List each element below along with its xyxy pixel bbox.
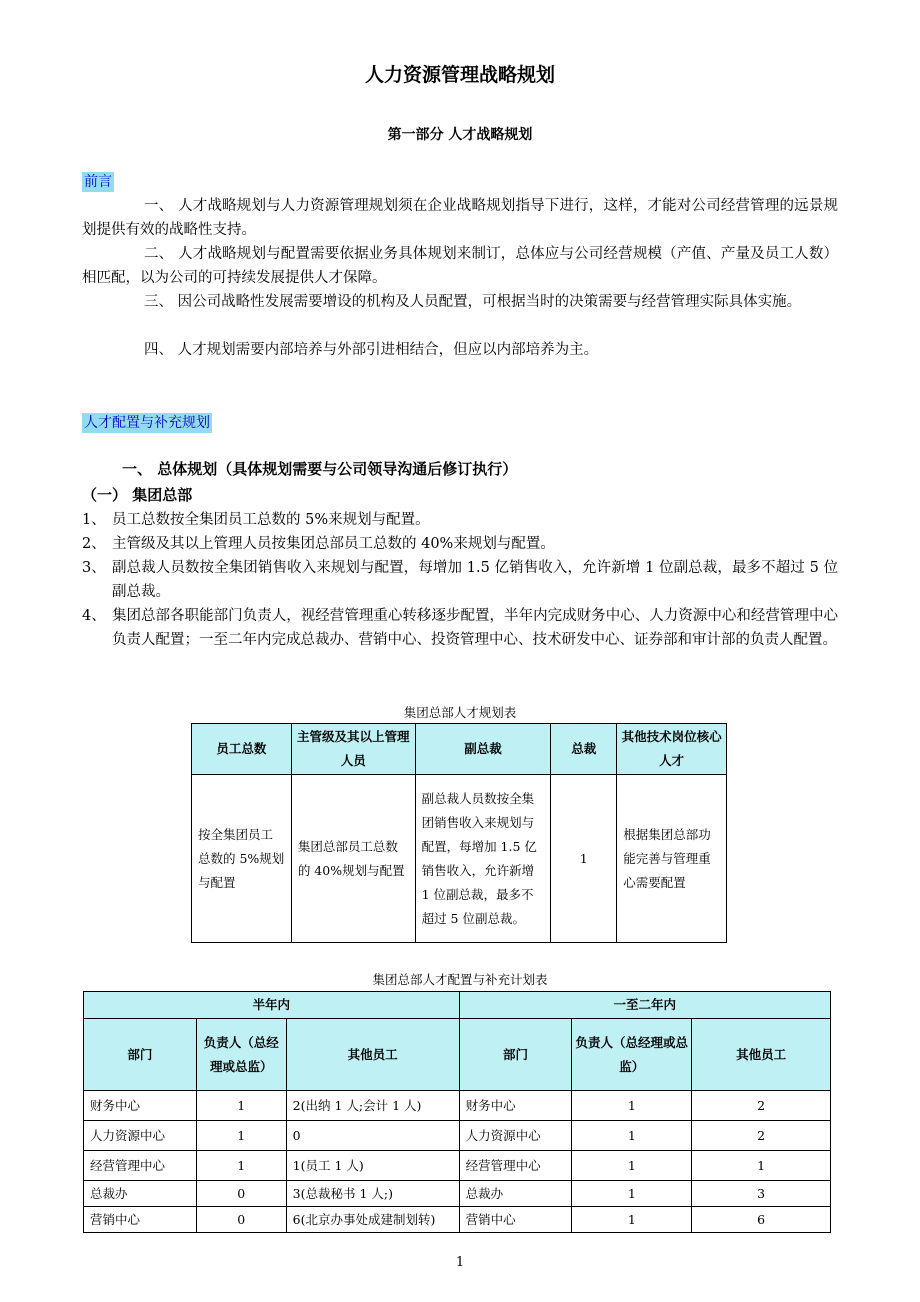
group-header-one-two-years: 一至二年内 (459, 992, 830, 1019)
table-cell: 0 (196, 1181, 286, 1207)
list-item: 4、 集团总部各职能部门负责人，视经营管理重心转移逐步配置，半年内完成财务中心、人力资源中心和经营管理中心负责人配置；一至二年内完成总裁办、营销中心、投资管理中心、技术研发中心、证券部和审计部的负责人配置。 (82, 608, 838, 648)
table-cell: 经营管理中心 (459, 1151, 572, 1181)
table-cell: 经营管理中心 (84, 1151, 197, 1181)
table-header: 副总裁 (415, 724, 551, 775)
overall-plan-heading: 一、 总体规划（具体规划需要与公司领导沟通后修订执行） (122, 460, 518, 478)
table-header: 其他员工 (286, 1019, 459, 1091)
table-cell: 3(总裁秘书 1 人;) (286, 1181, 459, 1207)
table-cell: 1(员工 1 人) (286, 1151, 459, 1181)
preface-paragraph-2: 二、 人才战略规划与配置需要依据业务具体规划来制订，总体应与公司经营规模（产值、产量及员工人数）相匹配，以为公司的可持续发展提供人才保障。 (82, 246, 838, 286)
list-item: 3、 副总裁人员数按全集团销售收入来规划与配置，每增加 1.5 亿销售收入，允许新增 1 位副总裁，最多不超过 5 位副总裁。 (82, 560, 838, 600)
table-cell: 集团总部员工总数的 40%规划与配置 (291, 775, 415, 943)
table-cell: 6(北京办事处成建制划转) (286, 1207, 459, 1233)
table-row (84, 1091, 831, 1121)
list-item: 1、 员工总数按全集团员工总数的 5%来规划与配置。 (82, 512, 430, 528)
table2-caption: 集团总部人才配置与补充计划表 (372, 972, 548, 987)
table-cell: 财务中心 (84, 1091, 197, 1121)
table-row (84, 1207, 831, 1233)
table-cell: 3 (692, 1181, 831, 1207)
table-cell: 1 (196, 1121, 286, 1151)
table-cell: 6 (692, 1207, 831, 1233)
table-cell: 根据集团总部功能完善与管理重心需要配置 (617, 775, 727, 943)
table-cell: 0 (286, 1121, 459, 1151)
table-header: 其他员工 (692, 1019, 831, 1091)
preface-heading: 前言 (84, 174, 112, 190)
table-cell: 财务中心 (459, 1091, 572, 1121)
list-item: 2、 主管级及其以上管理人员按集团总部员工总数的 40%来规划与配置。 (82, 536, 555, 552)
table-cell: 2(出纳 1 人;会计 1 人) (286, 1091, 459, 1121)
page-number: 1 (455, 1255, 465, 1270)
talent-plan-table (191, 723, 727, 943)
table-header: 部门 (459, 1019, 572, 1091)
table-cell: 副总裁人员数按全集团销售收入来规划与配置，每增加 1.5 亿销售收入，允许新增 1 位副总裁，最多不超过 5 位副总裁。 (415, 775, 551, 943)
table-cell: 营销中心 (84, 1207, 197, 1233)
preface-paragraph-3: 三、 因公司战略性发展需要增设的机构及人员配置，可根据当时的决策需要与经营管理实际具体实施。 (144, 294, 802, 310)
table1-caption: 集团总部人才规划表 (403, 705, 517, 720)
table-header: 部门 (84, 1019, 197, 1091)
table-cell: 1 (572, 1121, 692, 1151)
table-row (84, 1181, 831, 1207)
table-header: 负责人（总经理或总监） (572, 1019, 692, 1091)
table-cell: 1 (692, 1151, 831, 1181)
table-header: 员工总数 (192, 724, 292, 775)
table-cell: 1 (196, 1091, 286, 1121)
group-hq-heading: （一） 集团总部 (82, 486, 193, 504)
table-row (84, 1121, 831, 1151)
table-cell: 营销中心 (459, 1207, 572, 1233)
table-header: 负责人（总经理或总监） (196, 1019, 286, 1091)
table-cell: 1 (572, 1091, 692, 1121)
section-heading: 人才配置与补充规划 (84, 415, 210, 431)
preface-paragraph-1: 一、 人才战略规划与人力资源管理规划须在企业战略规划指导下进行，这样，才能对公司经营管理的远景规划提供有效的战略性支持。 (82, 198, 838, 238)
table-cell: 按全集团员工总数的 5%规划与配置 (192, 775, 292, 943)
table-cell: 总裁办 (459, 1181, 572, 1207)
staffing-plan-table (83, 991, 831, 1233)
table-cell: 人力资源中心 (84, 1121, 197, 1151)
preface-paragraph-4: 四、 人才规划需要内部培养与外部引进相结合，但应以内部培养为主。 (144, 342, 599, 358)
table-cell: 人力资源中心 (459, 1121, 572, 1151)
table-header: 主管级及其以上管理人员 (291, 724, 415, 775)
table-cell: 0 (196, 1207, 286, 1233)
table-cell: 2 (692, 1121, 831, 1151)
table-row (84, 1151, 831, 1181)
table-cell: 1 (572, 1181, 692, 1207)
table-cell: 1 (572, 1207, 692, 1233)
table-cell: 1 (572, 1151, 692, 1181)
table-row (192, 775, 727, 943)
group-header-half-year: 半年内 (84, 992, 460, 1019)
table-header: 其他技术岗位核心人才 (617, 724, 727, 775)
table-cell: 1 (196, 1151, 286, 1181)
table-cell: 2 (692, 1091, 831, 1121)
table-cell: 总裁办 (84, 1181, 197, 1207)
page-title: 人力资源管理战略规划 (364, 64, 555, 86)
table-cell: 1 (551, 775, 617, 943)
part-subtitle: 第一部分 人才战略规划 (387, 127, 533, 143)
table-header: 总裁 (551, 724, 617, 775)
